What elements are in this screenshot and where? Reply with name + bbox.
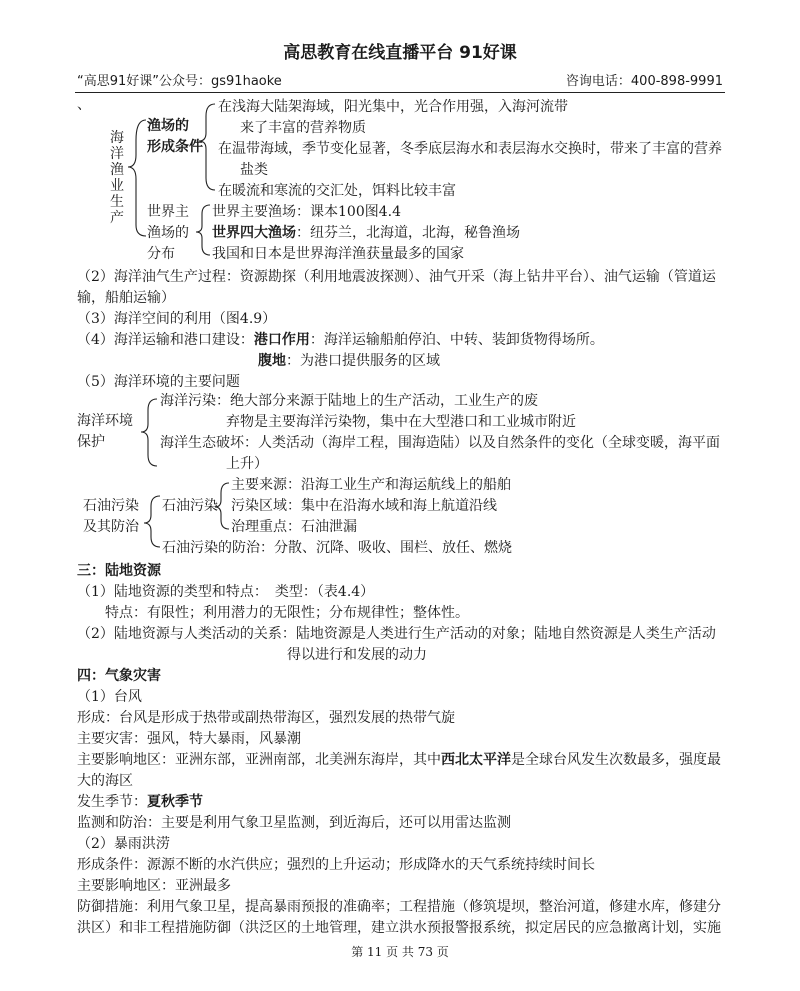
oil-source: 主要来源：沿海工业生产和海运航线上的船舶 <box>231 477 511 493</box>
header-wechat: “高思91好课”公众号：gs91haoke <box>77 74 282 89</box>
typhoon-areas <box>77 751 721 769</box>
typhoon-season-prefix: 发生季节： <box>77 794 147 810</box>
flood-heading: （2）暴雨洪涝 <box>77 836 170 852</box>
condition-2a: 在温带海域，季节变化显著，冬季底层海水和表层海水交换时，带来了丰富的营养 <box>218 141 722 157</box>
flood-prevention-1: 防御措施：利用气象卫星，提高暴雨预报的准确率；工程措施（修筑堤坝，整治河道，修建水库，修建分 <box>77 899 721 915</box>
flood-areas: 主要影响地区：亚洲最多 <box>77 878 231 894</box>
land-resources-2a: （2）陆地资源与人类活动的关系：陆地资源是人类进行生产活动的对象；陆地自然资源是人类生产活动 <box>77 626 716 642</box>
distribution-3: 我国和日本是世界海洋渔获量最多的国家 <box>212 246 464 262</box>
oil-area: 污染区域：集中在沿海水域和海上航道沿线 <box>231 498 497 514</box>
eco-line-1: 海洋生态破坏：人类活动（海岸工程，围海造陆）以及自然条件的变化（全球变暖，海平面 <box>160 435 720 451</box>
hinterland-bold: 腹地 <box>258 353 286 369</box>
typhoon-formation: 形成：台风是形成于热带或副热带海区，强烈发展的热带气旋 <box>77 710 455 726</box>
section-3-heading: 三：陆地资源 <box>77 563 161 579</box>
oil-label-1: 石油污染 <box>83 498 139 514</box>
pollution-line-2: 弃物是主要海洋污染物，集中在大型港口和工业城市附近 <box>226 414 576 430</box>
typhoon-areas-prefix: 主要影响地区：亚洲东部，亚洲南部，北美洲东海岸，其中 <box>77 752 441 768</box>
condition-1b: 来了丰富的营养物质 <box>240 120 366 136</box>
eco-line-2: 上升） <box>226 456 268 472</box>
oil-label-2: 及其防治 <box>83 519 139 535</box>
env-label-2: 保护 <box>77 434 105 450</box>
fishery-label-2: 形成条件 <box>147 139 203 155</box>
ocean-space: （3）海洋空间的利用（图4.9） <box>77 311 277 327</box>
page-title: 高思教育在线直播平台 91好课 <box>283 43 517 63</box>
section-4-heading: 四：气象灾害 <box>77 668 161 684</box>
land-resources-features: 特点：有限性；利用潜力的无限性；分布规律性；整体性。 <box>105 605 469 621</box>
brace-distribution <box>196 205 210 255</box>
flood-formation: 形成条件：源源不断的水汽供应；强烈的上升运动；形成降水的天气系统持续时间长 <box>77 857 595 873</box>
port-building <box>77 331 604 349</box>
fishery-label-1: 渔场的 <box>147 118 189 134</box>
condition-3: 在暖流和寒流的交汇处，饵料比较丰富 <box>218 183 456 199</box>
typhoon-heading: （1）台风 <box>77 689 142 705</box>
oil-gas-line-1: （2）海洋油气生产过程：资源勘探（利用地震波探测）、油气开采（海上钻井平台）、油气运输（管道运 <box>77 269 716 285</box>
hinterland <box>258 352 440 370</box>
oil-key: 治理重点：石油泄漏 <box>231 519 357 535</box>
page-number: 第 11 页 共 73 页 <box>351 945 449 959</box>
distribution-2-bold: 世界四大渔场 <box>212 225 296 241</box>
land-resources-1: （1）陆地资源的类型和特点： 类型：（表4.4） <box>77 584 375 600</box>
distribution-1: 世界主要渔场：课本100图4.4 <box>212 204 401 220</box>
port-building-prefix: （4）海洋运输和港口建设： <box>77 332 254 348</box>
distribution-2-rest: ：纽芬兰，北海道，北海，秘鲁渔场 <box>296 225 520 241</box>
distribution-2 <box>212 224 520 242</box>
oil-gas-line-2: 输，船舶运输） <box>77 290 175 306</box>
typhoon-season-bold: 夏秋季节 <box>147 794 203 810</box>
distribution-label-2: 渔场的 <box>147 225 189 241</box>
port-role-rest: ：海洋运输船舶停泊、中转、装卸货物得场所。 <box>309 332 604 348</box>
brace-root <box>128 120 146 236</box>
stray-mark: 、 <box>77 97 91 113</box>
distribution-label-3: 分布 <box>147 246 175 262</box>
brace-oil-outer <box>144 496 160 547</box>
env-problems: （5）海洋环境的主要问题 <box>77 374 240 390</box>
outline-root-label: 海洋渔业生产 <box>110 130 124 226</box>
typhoon-areas-rest: 是全球台风发生次数最多，强度最 <box>511 752 721 768</box>
hinterland-rest: ：为港口提供服务的区域 <box>286 353 440 369</box>
typhoon-monitor: 监测和防治：主要是利用气象卫星监测，到近海后，还可以用雷达监测 <box>77 815 511 831</box>
env-label-1: 海洋环境 <box>77 413 133 429</box>
land-resources-2b: 得以进行和发展的动力 <box>287 647 427 663</box>
typhoon-season <box>77 793 203 811</box>
condition-2b: 盐类 <box>240 162 268 178</box>
oil-prevention: 石油污染的防治：分散、沉降、吸收、围栏、放任、燃烧 <box>162 540 512 556</box>
typhoon-areas-bold: 西北太平洋 <box>441 752 511 768</box>
condition-1a: 在浅海大陆架海域，阳光集中，光合作用强，入海河流带 <box>218 99 568 115</box>
brace-environment <box>141 399 157 466</box>
typhoon-disasters: 主要灾害：强风，特大暴雨，风暴潮 <box>77 731 301 747</box>
distribution-label-1: 世界主 <box>147 204 189 220</box>
typhoon-areas-2: 大的海区 <box>77 773 133 789</box>
header-phone: 咨询电话：400-898-9991 <box>565 74 723 89</box>
port-role-bold: 港口作用 <box>253 332 310 348</box>
oil-sub-label: 石油污染 <box>162 498 218 514</box>
pollution-line-1: 海洋污染：绝大部分来源于陆地上的生产活动，工业生产的废 <box>160 393 538 409</box>
flood-prevention-2: 洪区）和非工程措施防御（洪泛区的土地管理，建立洪水预报警报系统，拟定居民的应急撤离计划，实施 <box>77 920 721 936</box>
